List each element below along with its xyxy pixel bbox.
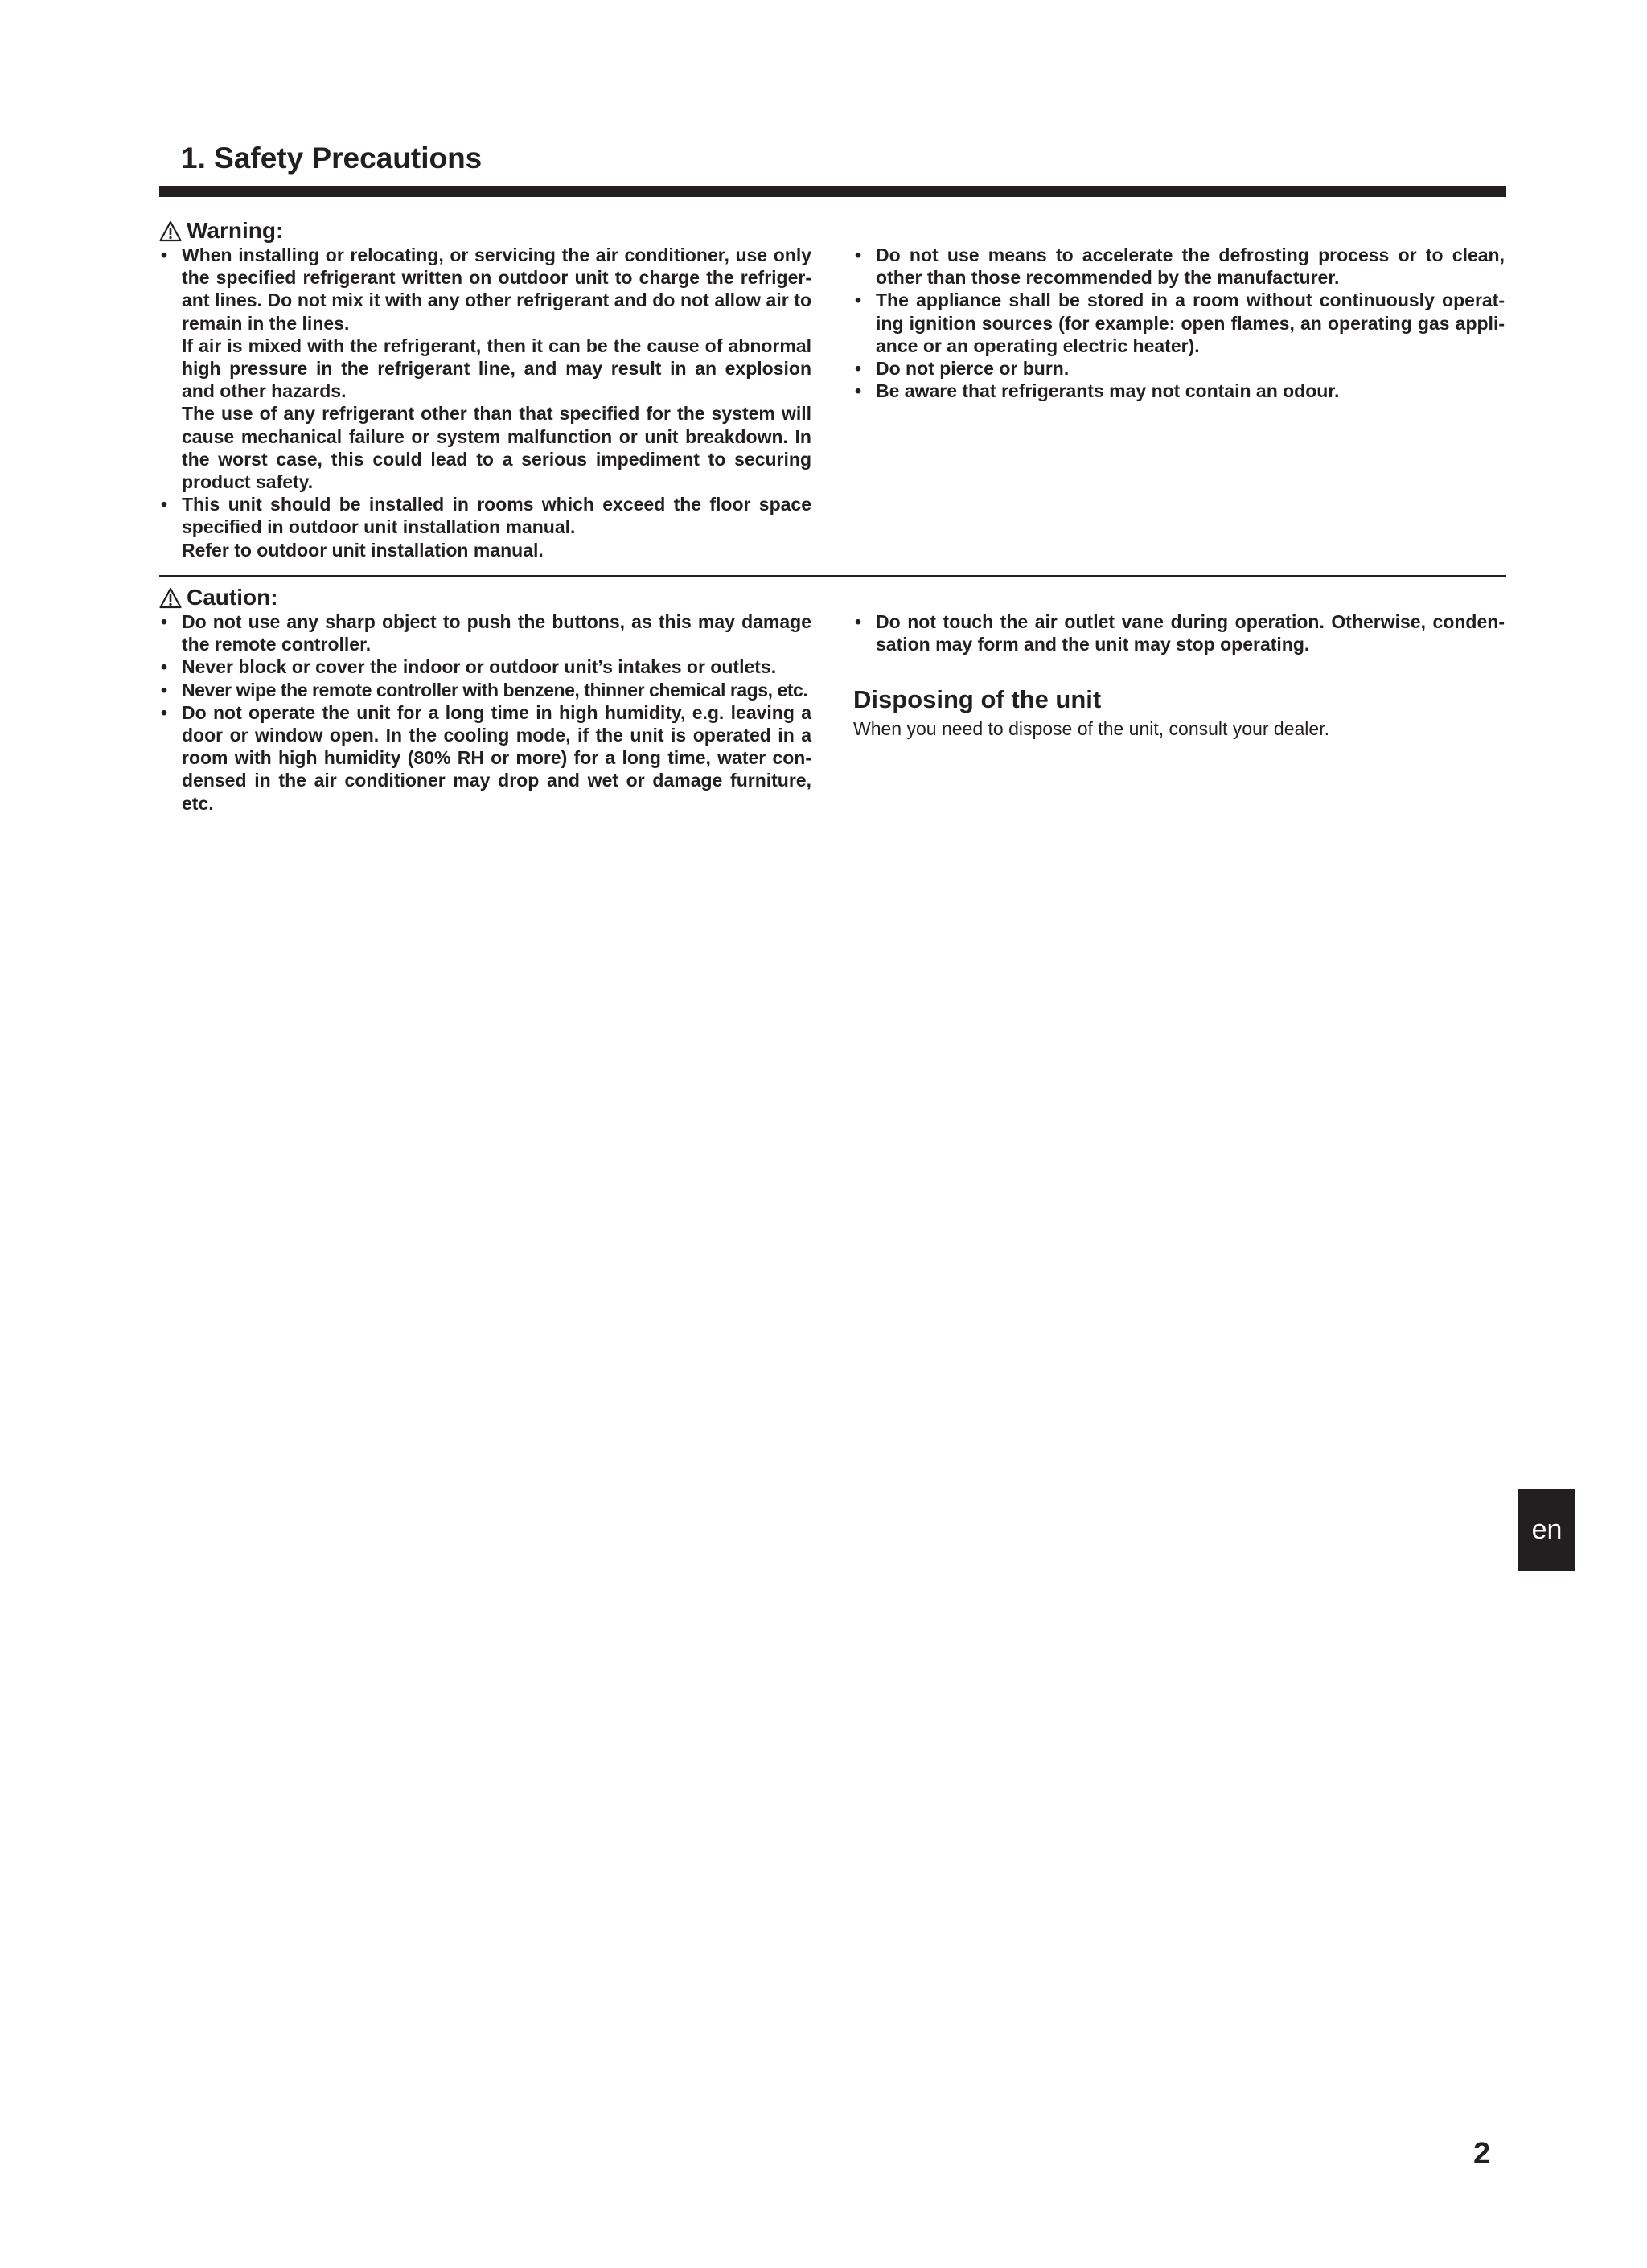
list-item: • Do not use any sharp object to push the buttons, as this may damage the remote controller.	[159, 610, 811, 655]
caution-heading-label: Caution:	[187, 585, 278, 610]
warning-heading	[159, 217, 283, 244]
warning-list-left	[159, 244, 811, 561]
caution-list-right	[853, 610, 1505, 655]
disposing-text: When you need to dispose of the unit, consult your dealer.	[853, 718, 1329, 739]
disposing-heading: Disposing of the unit	[853, 685, 1102, 713]
list-item-paragraph: • When installing or relocating, or servicing the air conditioner, use only the specified refrigerant written on outdoor unit to charge the refriger-ant lines. Do not mix it with any other refrigerant and do not allow air to remain in the lines.	[182, 244, 811, 334]
list-item	[159, 244, 811, 493]
list-item-paragraph: Refer to outdoor unit installation manual.	[182, 539, 544, 561]
warning-triangle-icon	[159, 220, 182, 242]
list-item: • Never wipe the remote controller with benzene, thinner chemical rags, etc.	[159, 679, 811, 701]
list-item: • The appliance shall be stored in a room without continuously operat-ing ignition sources (for example: open flames, an operating gas appli-ance or an operating electric heater).	[853, 289, 1505, 357]
list-item: • Do not use means to accelerate the defrosting process or to clean, other than those recommended by the manufacturer.	[853, 244, 1505, 289]
list-item	[159, 493, 811, 561]
caution-list-left	[159, 610, 811, 815]
warning-list-right	[853, 244, 1505, 402]
list-item: • Do not touch the air outlet vane during operation. Otherwise, conden-sation may form and the unit may stop operating.	[853, 610, 1505, 655]
page-title: 1. Safety Precautions	[181, 142, 483, 175]
list-item-paragraph: If air is mixed with the refrigerant, then it can be the cause of abnormal high pressure in the refrigerant line, and may result in an explosion and other hazards.	[182, 335, 811, 402]
caution-heading	[159, 584, 278, 611]
page-number: 2	[1473, 2137, 1491, 2171]
list-item: • Do not pierce or burn.	[853, 357, 1505, 380]
language-tab	[1518, 1489, 1575, 1571]
warning-heading-label: Warning:	[187, 218, 284, 243]
list-item-paragraph: The use of any refrigerant other than that specified for the system will cause mechanical failure or system malfunction or unit breakdown. In the worst case, this could lead to a serious impediment to securing product safety.	[182, 403, 811, 493]
title-rule	[159, 186, 1506, 197]
list-item: • Never block or cover the indoor or outdoor unit’s intakes or outlets.	[159, 655, 811, 678]
list-item: • Be aware that refrigerants may not contain an odour.	[853, 380, 1505, 402]
warning-triangle-icon	[159, 587, 182, 609]
language-tab-label: en	[1531, 1514, 1563, 1545]
section-divider	[159, 575, 1506, 577]
list-item: • Do not operate the unit for a long time in high humidity, e.g. leaving a door or window open. In the cooling mode, if the unit is operated in a room with high humidity (80% RH or more) for a long time, water con-densed in the air conditioner may drop and wet or damage furniture, etc.	[159, 701, 811, 815]
list-item-paragraph: • This unit should be installed in rooms which exceed the floor space specified in outdoor unit installation manual.	[182, 494, 811, 538]
